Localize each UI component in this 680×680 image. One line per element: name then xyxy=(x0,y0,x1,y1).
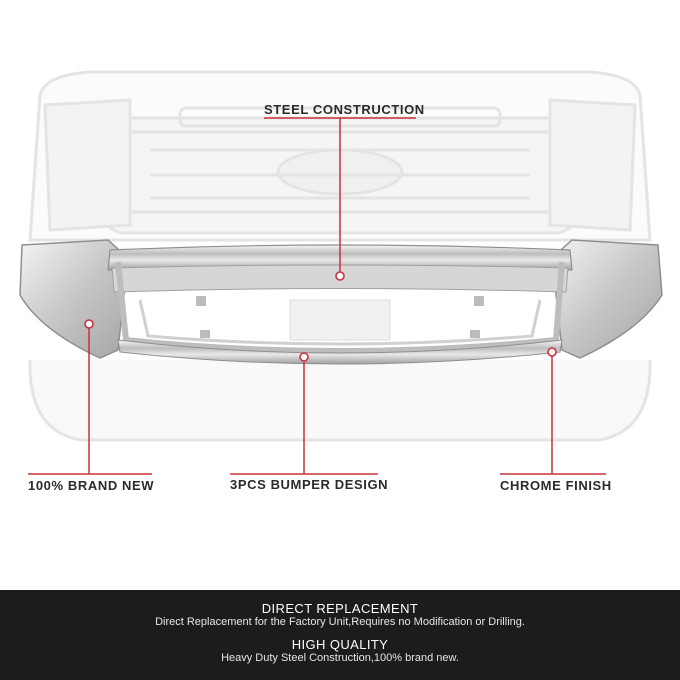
label-brand-new: 100% BRAND NEW xyxy=(28,478,155,493)
footer-heading-direct-replacement: DIRECT REPLACEMENT xyxy=(261,601,419,616)
footer-text-direct-replacement: Direct Replacement for the Factory Unit,Requires no Modification or Drilling. xyxy=(155,616,525,628)
marker-design xyxy=(300,353,308,361)
marker-chrome xyxy=(548,348,556,356)
label-chrome-finish: CHROME FINISH xyxy=(500,478,612,493)
feature-footer xyxy=(0,590,680,680)
footer-text-high-quality: Heavy Duty Steel Construction,100% brand new. xyxy=(221,652,459,664)
marker-steel xyxy=(336,272,344,280)
label-bumper-design: 3PCS BUMPER DESIGN xyxy=(230,477,389,492)
marker-brand-new xyxy=(85,320,93,328)
label-steel-construction: STEEL CONSTRUCTION xyxy=(264,102,425,117)
footer-heading-high-quality: HIGH QUALITY xyxy=(291,637,389,652)
bumper xyxy=(20,240,662,364)
